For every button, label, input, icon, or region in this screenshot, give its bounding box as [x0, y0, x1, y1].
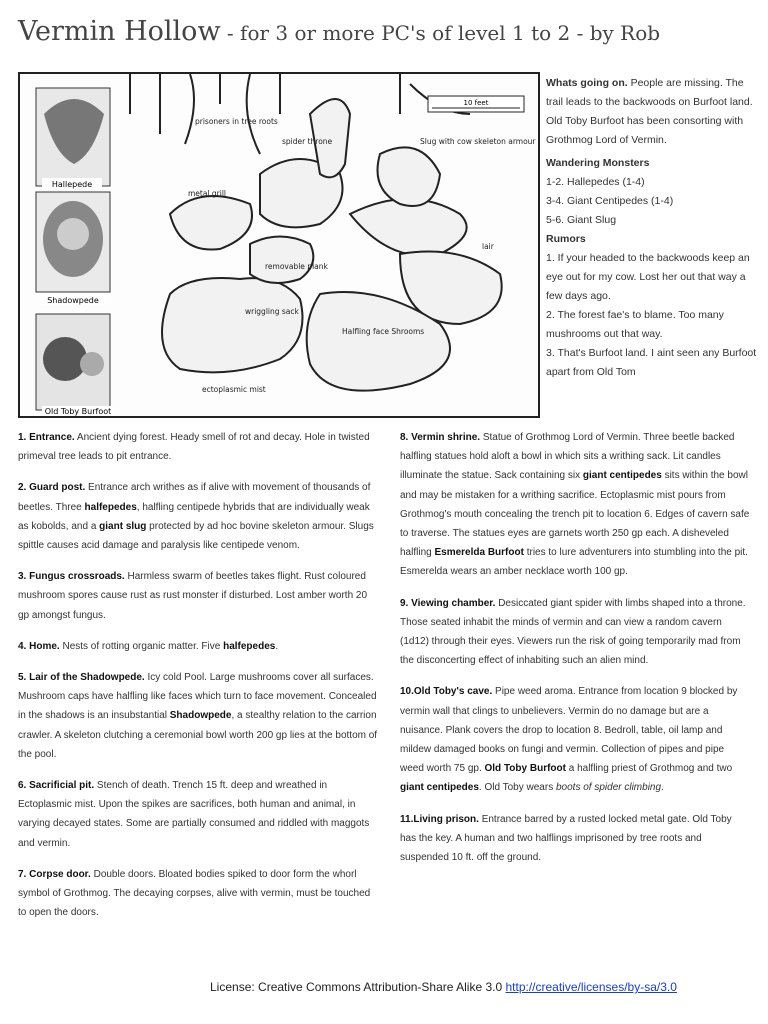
- entry-title: Fungus crossroads.: [29, 571, 125, 583]
- entry-bold: giant centipedes: [400, 782, 479, 794]
- entry-text: sits within the bowl and may be mistaken for a writhing sacrifice. Ectoplasmic mist pours from Grothmog's mouth concealing the trench pit to location 6. Edges of cavern safe to traverse. The statues eyes are garnets worth 250 gp each. A disheveled halfling: [400, 470, 750, 559]
- label-slug: Slug with cow skeleton armour: [420, 137, 536, 146]
- cavern-3: [350, 199, 467, 256]
- portrait-caption-shadowpede: Shadowpede: [47, 296, 99, 305]
- entry-title: Lair of the Shadowpede.: [29, 672, 145, 684]
- entry-number: 2.: [18, 482, 30, 494]
- whats-going-on-heading: Whats going on.: [546, 77, 628, 89]
- entry-text: protected by ad hoc bovine skeleton armour. Slugs spittle causes acid damage and paralysis like centipede venom.: [18, 520, 374, 552]
- entry-title: Viewing chamber.: [411, 597, 496, 609]
- entry-title: Entrance.: [29, 432, 75, 443]
- cavern-7: [250, 237, 313, 284]
- entry-italic: boots of spider climbing: [555, 782, 662, 794]
- entry-number: 1.: [18, 432, 30, 443]
- entry-4: [18, 637, 378, 656]
- entry-text: Ancient dying forest. Heady smell of rot and decay. Hole in twisted primeval tree leads to pit entrance.: [18, 432, 370, 463]
- entry-text: , a stealthy relation to the carrion crawler. A skeleton clutching a ceremonial bowl worth 200 gp lies at the bottom of the pool.: [18, 710, 378, 760]
- scale-label: 10 feet: [463, 99, 489, 107]
- cavern-2: [378, 147, 441, 206]
- entry-text: , halfling centipede hybrids that are individually weak as kobolds, and a: [18, 501, 370, 532]
- entry-title: Guard post.: [29, 482, 86, 494]
- entry-title: Vermin shrine.: [411, 432, 481, 443]
- label-wriggling-sack: wriggling sack: [245, 307, 299, 316]
- entries-right-column: [400, 428, 750, 879]
- sidebar: [546, 74, 758, 382]
- title-subtitle: - for 3 or more PC's of level 1 to 2 - by Rob: [220, 21, 661, 45]
- entry-bold: Old Toby Burfoot: [484, 763, 566, 775]
- entry-bold: giant slug: [99, 520, 147, 532]
- entry-8: [400, 428, 750, 582]
- portrait-caption-hallepede: Hallepede: [51, 180, 93, 189]
- entry-text: Statue of Grothmog Lord of Vermin. Three beetle backed halfling statues hold aloft a bowl in which sits a writhing sack. Lit candles illuminate the statue. Sack containing six: [400, 432, 735, 482]
- page-title: [18, 16, 758, 47]
- entry-number: 7.: [18, 868, 30, 880]
- rumor-item: 1. If your headed to the backwoods keep an eye out for my cow. Lost her out that way a few days ago.: [546, 252, 750, 302]
- entry-number: 8.: [400, 432, 412, 443]
- rumor-item: 3. That's Burfoot land. I aint seen any Burfoot apart from Old Tom: [546, 347, 757, 378]
- cavern-6: [162, 278, 303, 372]
- entry-number: 6.: [18, 780, 30, 792]
- entry-text: Pipe weed aroma. Entrance from location 9 blocked by vermin wall that clings to unbelievers. Vermin do no damage but are a nuisance. Plank covers the drop to location 8. Bedroll, table, oil lamp and mildew damaged books on fungi and vermin. Collection of pipes and pipe weed worth 75 gp.: [400, 686, 738, 775]
- license-link[interactable]: http://creative/licenses/by-sa/3.0: [505, 980, 677, 994]
- entry-text: Harmless swarm of beetles takes flight. Rust coloured mushroom spores cause rust as rust monster if disturbed. Lost amber worth 20 gp amongst fungus.: [18, 571, 368, 621]
- entry-10: [400, 682, 750, 797]
- portrait-caption-toby: Old Toby Burfoot: [44, 407, 112, 416]
- entry-title: Sacrificial pit.: [29, 780, 95, 792]
- entry-number: 5.: [18, 672, 30, 684]
- entry-7: [18, 865, 378, 923]
- entry-text: Stench of death. Trench 15 ft. deep and wreathed in Ectoplasmic mist. Upon the spikes are sacrifices, both human and animal, in varying decayed states. Some are partially consumed and riddled with maggots and vermin.: [18, 780, 370, 849]
- dungeon-map: [18, 72, 540, 418]
- entry-bold: Shadowpede: [169, 710, 232, 722]
- entry-number: 10.: [400, 686, 414, 698]
- entry-number: 9.: [400, 597, 412, 609]
- rumors-heading: Rumors: [546, 233, 586, 245]
- entry-text: Desiccated giant spider with limbs shaped into a throne. Those seated inhabit the minds of vermin and can view a random cavern (1d12) through their eyes. Viewers run the risk of going temporarily mad from the disconcerting effect of inhabiting such an alien mind.: [400, 597, 746, 667]
- entry-bold: halfepedes: [223, 640, 276, 652]
- entry-title: Living prison.: [413, 813, 479, 825]
- entry-number: 3.: [18, 571, 30, 583]
- entry-title: Corpse door.: [29, 868, 91, 880]
- entry-text: Nests of rotting organic matter. Five: [59, 640, 224, 652]
- wandering-item: 1-2. Hallepedes (1-4): [546, 176, 645, 188]
- entry-bold: Esmerelda Burfoot: [434, 547, 524, 559]
- label-prisoners: prisoners in tree roots: [195, 117, 278, 126]
- label-removable-plank: removable plank: [265, 262, 328, 271]
- entry-text: . Old Toby wears: [478, 782, 556, 794]
- label-spider-throne: spider throne: [282, 137, 333, 146]
- license-text: License: Creative Commons Attribution-Share Alike 3.0: [210, 980, 506, 994]
- license-footer: [210, 980, 677, 994]
- entry-2: [18, 478, 378, 555]
- entry-11: [400, 810, 750, 868]
- entry-text: Double doors. Bloated bodies spiked to door form the whorl symbol of Grothmog. The decaying corpses, alive with vermin, must be touched to open the doors.: [18, 868, 371, 919]
- entry-3: [18, 567, 378, 625]
- label-ectoplasmic-mist: ectoplasmic mist: [202, 385, 266, 394]
- wandering-item: 5-6. Giant Slug: [546, 214, 617, 226]
- rumor-item: 2. The forest fae's to blame. Too many mushrooms out that way.: [546, 309, 724, 340]
- entries-left-column: [18, 428, 378, 934]
- wandering-item: 3-4. Giant Centipedes (1-4): [546, 195, 674, 207]
- wandering-monsters-heading: Wandering Monsters: [546, 157, 650, 169]
- whats-going-on: [546, 74, 758, 150]
- title-main: Vermin Hollow: [18, 16, 221, 47]
- label-halfling-shrooms: Halfling face Shrooms: [342, 327, 425, 336]
- entry-text: a halfling priest of Grothmog and two: [565, 763, 733, 775]
- entry-text: .: [661, 782, 664, 794]
- label-metal-grill: metal grill: [188, 189, 227, 198]
- entry-1: [18, 428, 378, 466]
- entry-title: Home.: [29, 640, 60, 652]
- entry-number: 4.: [18, 640, 30, 652]
- entry-bold: giant centipedes: [582, 470, 662, 482]
- map-drawing: [20, 74, 538, 416]
- label-lair: lair: [482, 242, 494, 251]
- entry-text: Icy cold Pool. Large mushrooms cover all surfaces. Mushroom caps have halfling like faces which turn to face movement. Concealed in the shadows is an insubstantial: [18, 672, 377, 722]
- entry-text: Entrance barred by a rusted locked metal gate. Old Toby has the key. A human and two halflings imprisoned by tree roots and suspended 10 ft. off the ground.: [400, 813, 732, 864]
- entry-number: 11.: [400, 813, 414, 825]
- entry-text: Entrance arch writhes as if alive with movement of thousands of beetles. Three: [18, 482, 371, 513]
- whats-going-on-text: People are missing. The trail leads to the backwoods on Burfoot land. Old Toby Burfoot has been consorting with Grothmog Lord of Vermin.: [546, 77, 753, 146]
- entry-bold: halfepedes: [84, 501, 137, 513]
- entry-title: Old Toby's cave.: [413, 686, 493, 698]
- cavern-8: [170, 196, 252, 250]
- entry-text: tries to lure adventurers into stumbling into the pit. Esmerelda wears an amber necklace worth 100 gp.: [400, 547, 748, 578]
- entry-6: [18, 776, 378, 853]
- entry-text: .: [275, 640, 279, 652]
- toby-figure: [43, 337, 87, 381]
- entry-5: [18, 668, 378, 764]
- entry-9: [400, 594, 750, 671]
